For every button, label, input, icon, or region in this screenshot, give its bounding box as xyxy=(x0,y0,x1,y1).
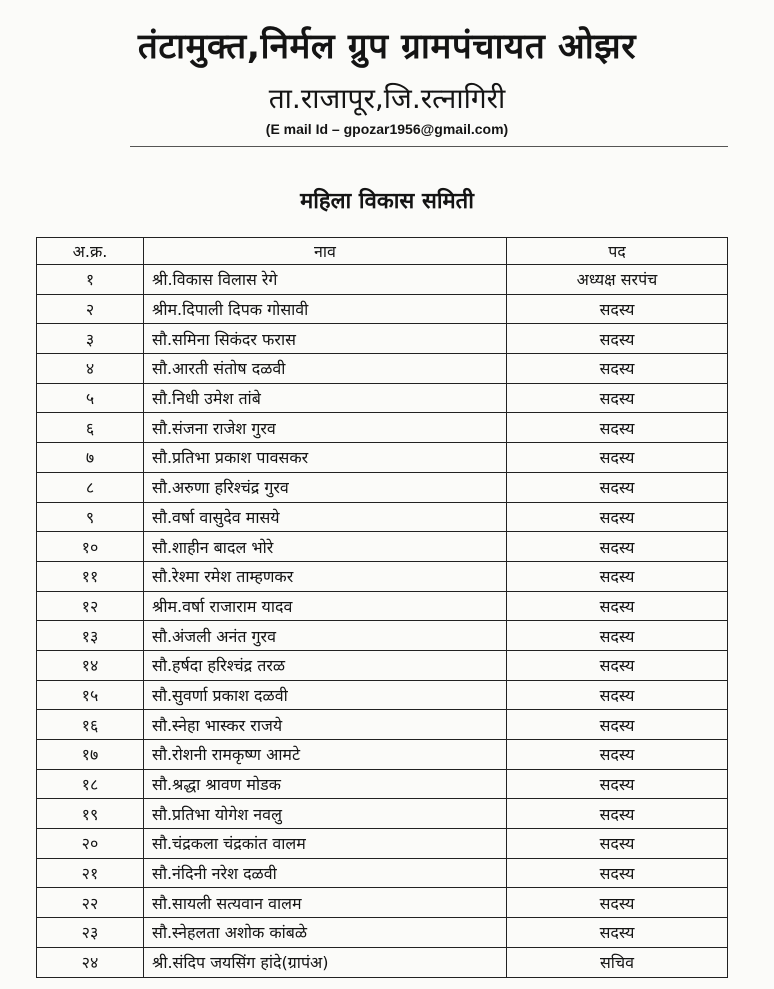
serial-cell: १० xyxy=(37,532,144,562)
name-cell: सौ.प्रतिभा योगेश नवलु xyxy=(144,799,507,829)
name-cell: श्रीम.वर्षा राजाराम यादव xyxy=(144,591,507,621)
name-cell: सौ.निधी उमेश तांबे xyxy=(144,383,507,413)
name-cell: श्री.विकास विलास रेगे xyxy=(144,265,507,295)
table-row xyxy=(37,829,728,859)
post-cell: सदस्य xyxy=(507,918,728,948)
table-row xyxy=(37,472,728,502)
name-cell: सौ.शाहीन बादल भोरे xyxy=(144,532,507,562)
post-cell: सदस्य xyxy=(507,710,728,740)
address-line: ता.राजापूर,जि.रत्नागिरी xyxy=(268,82,506,115)
name-cell: सौ.रोशनी रामकृष्ण आमटे xyxy=(144,740,507,770)
name-cell: सौ.सायली सत्यवान वालम xyxy=(144,888,507,918)
table-row xyxy=(37,769,728,799)
table-row xyxy=(37,532,728,562)
table-row xyxy=(37,888,728,918)
section-title: महिला विकास समिती xyxy=(300,189,474,214)
serial-cell: १३ xyxy=(37,621,144,651)
table-row xyxy=(37,383,728,413)
table-row xyxy=(37,858,728,888)
name-cell: श्री.संदिप जयसिंग हांदे(ग्रापंअ) xyxy=(144,947,507,977)
serial-cell: २२ xyxy=(37,888,144,918)
serial-cell: ६ xyxy=(37,413,144,443)
table-row xyxy=(37,354,728,384)
serial-cell: १४ xyxy=(37,650,144,680)
name-cell: सौ.अरुणा हरिश्चंद्र गुरव xyxy=(144,472,507,502)
serial-cell: २ xyxy=(37,294,144,324)
post-cell: सदस्य xyxy=(507,829,728,859)
serial-cell: २१ xyxy=(37,858,144,888)
name-cell: सौ.नंदिनी नरेश दळवी xyxy=(144,858,507,888)
name-cell: सौ.स्नेहलता अशोक कांबळे xyxy=(144,918,507,948)
serial-cell: २३ xyxy=(37,918,144,948)
name-cell: सौ.वर्षा वासुदेव मासये xyxy=(144,502,507,532)
post-cell: सदस्य xyxy=(507,294,728,324)
serial-cell: १९ xyxy=(37,799,144,829)
table-row xyxy=(37,710,728,740)
table-header-row xyxy=(37,238,728,265)
post-cell: सदस्य xyxy=(507,740,728,770)
post-cell: सदस्य xyxy=(507,591,728,621)
post-cell: सदस्य xyxy=(507,472,728,502)
name-cell: सौ.रेश्मा रमेश ताम्हणकर xyxy=(144,561,507,591)
serial-cell: १७ xyxy=(37,740,144,770)
name-cell: सौ.आरती संतोष दळवी xyxy=(144,354,507,384)
serial-cell: २४ xyxy=(37,947,144,977)
table-row xyxy=(37,680,728,710)
table-row xyxy=(37,294,728,324)
name-cell: सौ.संजना राजेश गुरव xyxy=(144,413,507,443)
post-cell: सदस्य xyxy=(507,680,728,710)
serial-cell: १ xyxy=(37,265,144,295)
serial-cell: १५ xyxy=(37,680,144,710)
name-cell: सौ.समिना सिकंदर फरास xyxy=(144,324,507,354)
name-cell: सौ.स्नेहा भास्कर राजये xyxy=(144,710,507,740)
post-cell: सदस्य xyxy=(507,502,728,532)
serial-cell: ७ xyxy=(37,443,144,473)
table-row xyxy=(37,502,728,532)
name-cell: सौ.अंजली अनंत गुरव xyxy=(144,621,507,651)
table-row xyxy=(37,621,728,651)
serial-cell: १२ xyxy=(37,591,144,621)
table-row xyxy=(37,561,728,591)
post-cell: सदस्य xyxy=(507,621,728,651)
serial-cell: १८ xyxy=(37,769,144,799)
serial-cell: ४ xyxy=(37,354,144,384)
column-header-name: नाव xyxy=(144,238,507,265)
serial-cell: ८ xyxy=(37,472,144,502)
post-cell: सदस्य xyxy=(507,383,728,413)
table-row xyxy=(37,650,728,680)
serial-cell: ११ xyxy=(37,561,144,591)
column-header-serial: अ.क्र. xyxy=(37,238,144,265)
post-cell: सदस्य xyxy=(507,561,728,591)
post-cell: सदस्य xyxy=(507,413,728,443)
post-cell: सदस्य xyxy=(507,324,728,354)
serial-cell: २० xyxy=(37,829,144,859)
name-cell: श्रीम.दिपाली दिपक गोसावी xyxy=(144,294,507,324)
name-cell: सौ.श्रद्धा श्रावण मोडक xyxy=(144,769,507,799)
serial-cell: १६ xyxy=(37,710,144,740)
table-row xyxy=(37,413,728,443)
table-row xyxy=(37,740,728,770)
post-cell: सदस्य xyxy=(507,532,728,562)
committee-table xyxy=(36,237,728,978)
post-cell: सदस्य xyxy=(507,443,728,473)
table-row xyxy=(37,947,728,977)
header-divider xyxy=(130,146,728,147)
name-cell: सौ.हर्षदा हरिश्चंद्र तरळ xyxy=(144,650,507,680)
post-cell: सदस्य xyxy=(507,354,728,384)
serial-cell: ३ xyxy=(37,324,144,354)
post-cell: सदस्य xyxy=(507,769,728,799)
page-title: तंटामुक्त,निर्मल ग्रुप ग्रामपंचायत ओझर xyxy=(137,27,637,67)
name-cell: सौ.प्रतिभा प्रकाश पावसकर xyxy=(144,443,507,473)
post-cell: सदस्य xyxy=(507,650,728,680)
post-cell: अध्यक्ष सरपंच xyxy=(507,265,728,295)
email-line: (E mail Id – gpozar1956@gmail.com) xyxy=(265,121,509,137)
table-row xyxy=(37,799,728,829)
post-cell: सदस्य xyxy=(507,858,728,888)
table-row xyxy=(37,324,728,354)
post-cell: सदस्य xyxy=(507,799,728,829)
serial-cell: ५ xyxy=(37,383,144,413)
column-header-post: पद xyxy=(507,238,728,265)
name-cell: सौ.सुवर्णा प्रकाश दळवी xyxy=(144,680,507,710)
post-cell: सचिव xyxy=(507,947,728,977)
table-row xyxy=(37,443,728,473)
post-cell: सदस्य xyxy=(507,888,728,918)
name-cell: सौ.चंद्रकला चंद्रकांत वालम xyxy=(144,829,507,859)
table-row xyxy=(37,265,728,295)
table-row xyxy=(37,591,728,621)
table-row xyxy=(37,918,728,948)
serial-cell: ९ xyxy=(37,502,144,532)
